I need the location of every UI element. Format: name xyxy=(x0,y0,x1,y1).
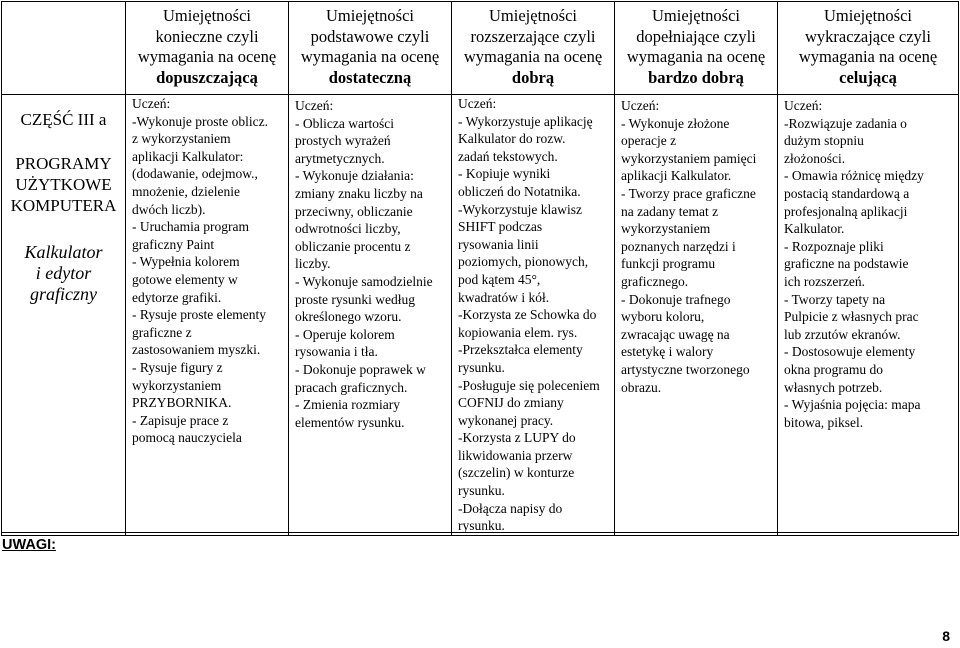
grade-level: dostateczną xyxy=(328,67,412,87)
requirement-line: gotowe elementy w xyxy=(132,271,238,287)
requirement-line: SHIFT podczas xyxy=(458,219,543,235)
requirement-line: - Rozpoznaje pliki xyxy=(784,238,884,254)
requirement-line: - Wykonuje działania: xyxy=(295,168,414,184)
requirement-line: rysowania i tła. xyxy=(295,344,378,360)
student-label: Uczeń: xyxy=(784,98,823,113)
header-line: podstawowe czyli xyxy=(310,26,430,46)
requirement-line: wykorzystaniem xyxy=(132,377,222,393)
grade-level: bardzo dobrą xyxy=(648,67,744,87)
requirements-dobra xyxy=(452,95,615,536)
requirement-line: graficznego. xyxy=(621,273,689,289)
student-label: Uczeń: xyxy=(295,98,334,113)
requirement-line: - Wypełnia kolorem xyxy=(132,254,240,270)
requirement-line: -Korzysta ze Schowka do xyxy=(458,307,597,323)
requirement-line: - Dokonuje trafnego xyxy=(621,291,731,307)
requirement-line: określonego wzoru. xyxy=(295,309,402,325)
requirement-line: wykorzystaniem pamięci xyxy=(621,150,757,166)
header-empty-cell xyxy=(2,2,126,95)
requirement-line: dużym stopniu xyxy=(784,133,864,149)
content-row xyxy=(2,95,959,536)
requirement-line: z wykorzystaniem xyxy=(132,131,231,147)
requirement-line: poznanych narzędzi i xyxy=(621,238,736,254)
requirement-line: - Tworzy tapety na xyxy=(784,291,886,307)
requirement-line: zastosowaniem myszki. xyxy=(132,342,261,358)
requirement-line: kopiowania elem. rys. xyxy=(458,324,578,340)
requirement-line: graficzny Paint xyxy=(132,236,215,252)
requirement-line: edytorze grafiki. xyxy=(132,289,222,305)
requirement-line: wykorzystaniem xyxy=(621,221,711,237)
requirement-line: własnych potrzeb. xyxy=(784,379,883,395)
requirement-line: ich rozszerzeń. xyxy=(784,273,865,289)
header-line: dopełniające czyli xyxy=(636,26,756,46)
student-label: Uczeń: xyxy=(621,98,660,113)
header-dopuszczajaca xyxy=(126,2,289,95)
requirement-line: -Wykonuje proste oblicz. xyxy=(132,113,269,129)
header-line: konieczne czyli xyxy=(155,26,259,46)
header-celujaca xyxy=(778,2,959,95)
requirement-line: - Dostosowuje elementy xyxy=(784,344,916,360)
requirements-table xyxy=(1,1,959,536)
requirement-line: kwadratów i kół. xyxy=(458,289,550,305)
requirement-line: zwracając uwagę na xyxy=(621,326,730,342)
requirement-line: -Rozwiązuje zadania o xyxy=(784,115,907,131)
requirement-line: postacią standardową a xyxy=(784,185,910,201)
requirement-line: graficzne z xyxy=(132,324,192,340)
header-line: wymagania na ocenę xyxy=(137,47,277,66)
header-line: Umiejętności xyxy=(163,6,251,25)
requirement-line: - Wykorzystuje aplikację xyxy=(458,113,593,129)
notes-divider xyxy=(1,532,957,534)
requirement-line: zmiany znaku liczby na xyxy=(295,185,423,201)
requirement-line: złożoności. xyxy=(784,150,846,166)
requirement-line: obliczeń do Notatnika. xyxy=(458,183,581,199)
requirement-line: -Wykorzystuje klawisz xyxy=(458,201,583,217)
requirement-line: - Operuje kolorem xyxy=(295,326,395,342)
requirement-line: profesjonalną aplikacji xyxy=(784,203,908,219)
requirement-line: - Kopiuje wyniki xyxy=(458,166,551,182)
requirement-line: graficzne na podstawie xyxy=(784,256,909,272)
requirement-line: - Tworzy prace graficzne xyxy=(621,185,756,201)
requirement-line: - Uruchamia program xyxy=(132,219,249,235)
requirement-line: obrazu. xyxy=(621,379,662,395)
header-line: wymagania na ocenę xyxy=(300,47,440,66)
requirement-line: okna programu do xyxy=(784,361,883,377)
header-row xyxy=(2,2,959,95)
requirement-line: - Rysuje proste elementy xyxy=(132,307,267,323)
requirement-line: artystyczne tworzonego xyxy=(621,361,750,377)
requirement-line: elementów rysunku. xyxy=(295,414,405,430)
requirement-line: funkcji programu xyxy=(621,256,716,272)
requirement-line: rysunku. xyxy=(458,518,505,534)
grade-level: dopuszczającą xyxy=(156,67,258,87)
header-bardzo-dobra xyxy=(615,2,778,95)
header-dobra xyxy=(452,2,615,95)
part-label: CZĘŚĆ III a xyxy=(20,110,107,129)
header-line: wykraczające czyli xyxy=(805,26,931,46)
requirement-line: rysunku. xyxy=(458,359,505,375)
student-label: Uczeń: xyxy=(132,96,171,111)
requirement-line: wykonanej pracy. xyxy=(458,412,554,428)
requirement-line: - Omawia różnicę między xyxy=(784,168,924,184)
grade-level: celującą xyxy=(839,67,897,87)
requirement-line: PRZYBORNIKA. xyxy=(132,395,232,411)
requirement-line: (dodawanie, odejmow., xyxy=(132,166,258,182)
requirement-line: operacje z xyxy=(621,133,677,149)
requirement-line: - Dokonuje poprawek w xyxy=(295,361,426,377)
requirement-line: -Przekształca elementy xyxy=(458,342,583,358)
requirement-line: rysowania linii xyxy=(458,236,539,252)
part-cell xyxy=(2,95,126,536)
requirement-line: - Rysuje figury z xyxy=(132,359,223,375)
requirement-line: Pulpicie z własnych prac xyxy=(784,309,919,325)
requirement-line: lub zrzutów ekranów. xyxy=(784,326,901,342)
requirements-celujaca xyxy=(778,95,959,536)
requirement-line: estetykę i walory xyxy=(621,344,714,360)
requirement-line: poziomych, pionowych, xyxy=(458,254,589,270)
requirement-line: obliczanie procentu z xyxy=(295,238,411,254)
requirement-line: - Zmienia rozmiary xyxy=(295,397,400,413)
notes-label: UWAGI: xyxy=(2,537,56,553)
requirement-line: proste rysunki według xyxy=(295,291,415,307)
requirement-line: bitowa, piksel. xyxy=(784,414,864,430)
header-line: Umiejętności xyxy=(326,6,414,25)
requirement-line: zadań tekstowych. xyxy=(458,148,558,164)
student-label: Uczeń: xyxy=(458,96,497,111)
requirement-line: -Korzysta z LUPY do xyxy=(458,430,576,446)
requirement-line: pracach graficznych. xyxy=(295,379,408,395)
grade-level: dobrą xyxy=(511,67,555,87)
requirement-line: likwidowania przerw xyxy=(458,447,573,463)
requirement-line: liczby. xyxy=(295,256,331,272)
requirement-line: Kalkulator do rozw. xyxy=(458,131,566,147)
requirement-line: arytmetycznych. xyxy=(295,150,385,166)
requirement-line: -Posługuje się poleceniem xyxy=(458,377,600,393)
header-line: wymagania na ocenę xyxy=(626,47,766,66)
requirement-line: - Wykonuje złożone xyxy=(621,115,730,131)
requirement-line: odwrotności liczby, xyxy=(295,221,401,237)
requirement-line: dwóch liczb). xyxy=(132,201,206,217)
header-line: Umiejętności xyxy=(824,6,912,25)
header-line: wymagania na ocenę xyxy=(463,47,603,66)
requirement-line: aplikacji Kalkulator: xyxy=(132,148,244,164)
header-line: rozszerzające czyli xyxy=(470,26,596,46)
requirement-line: Kalkulator. xyxy=(784,221,845,237)
requirements-bardzo-dobra xyxy=(615,95,778,536)
topic-line: i edytor xyxy=(35,263,92,283)
requirement-line: - Oblicza wartości xyxy=(295,115,394,131)
header-line: Umiejętności xyxy=(652,6,740,25)
requirement-line: COFNIJ do zmiany xyxy=(458,395,564,411)
requirement-line: pomocą nauczyciela xyxy=(132,430,242,446)
header-line: Umiejętności xyxy=(489,6,577,25)
requirement-line: (szczelin) w konturze xyxy=(458,465,575,481)
requirement-line: mnożenie, dzielenie xyxy=(132,183,240,199)
requirement-line: - Wyjaśnia pojęcia: mapa xyxy=(784,397,921,413)
requirement-line: aplikacji Kalkulator. xyxy=(621,168,732,184)
requirement-line: - Wykonuje samodzielnie xyxy=(295,273,433,289)
requirement-line: wyboru koloru, xyxy=(621,309,705,325)
requirement-line: rysunku. xyxy=(458,483,505,499)
requirement-line: - Zapisuje prace z xyxy=(132,412,229,428)
header-line: wymagania na ocenę xyxy=(798,47,938,66)
requirement-line: na zadany temat z xyxy=(621,203,719,219)
topic-title xyxy=(2,242,125,305)
requirement-line: -Dołącza napisy do xyxy=(458,500,563,516)
requirement-line: przeciwny, obliczanie xyxy=(295,203,413,219)
header-dostateczna xyxy=(289,2,452,95)
section-line: KOMPUTERA xyxy=(10,196,117,215)
section-title xyxy=(2,153,125,216)
section-line: UŻYTKOWE xyxy=(15,175,112,194)
requirements-dopuszczajaca xyxy=(126,95,289,536)
requirements-dostateczna xyxy=(289,95,452,536)
page-number: 8 xyxy=(942,628,950,644)
topic-line: Kalkulator xyxy=(24,242,103,262)
requirement-line: prostych wyrażeń xyxy=(295,133,391,149)
requirement-line: pod kątem 45°, xyxy=(458,271,541,287)
topic-line: graficzny xyxy=(30,284,97,304)
section-line: PROGRAMY xyxy=(15,154,112,173)
